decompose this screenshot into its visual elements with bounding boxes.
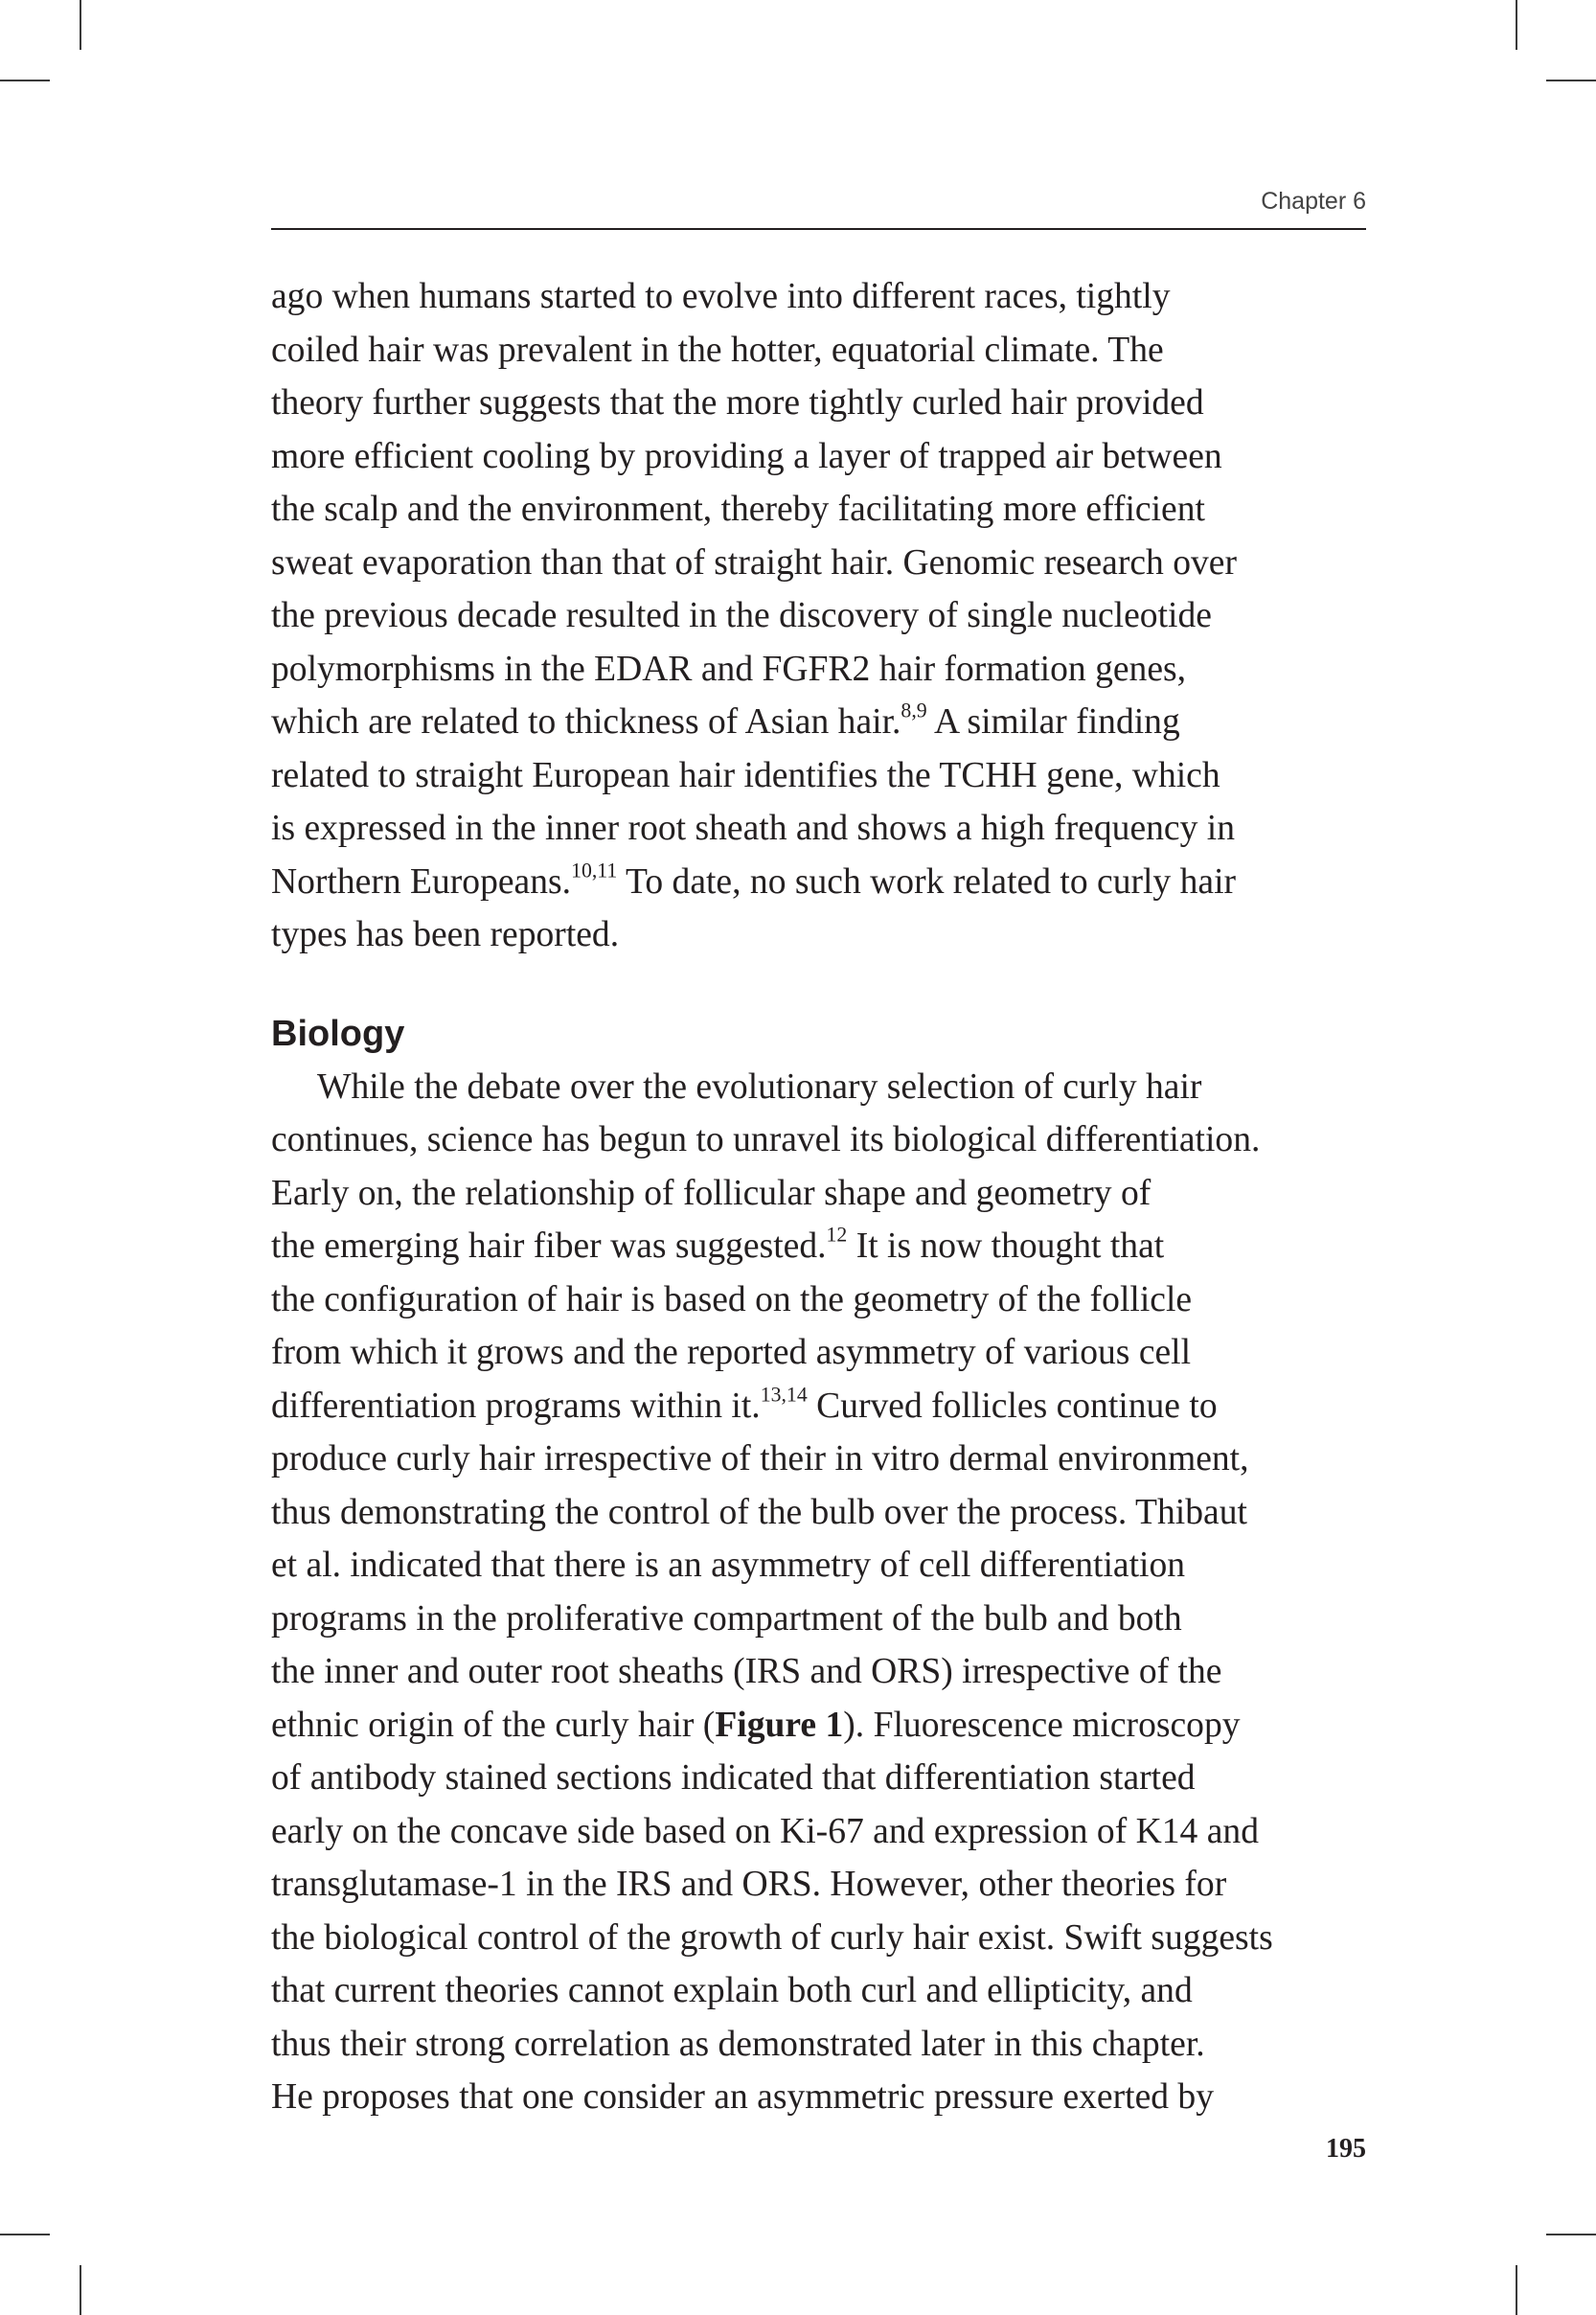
text-line: et al. indicated that there is an asymmetry of cell differentiation <box>271 1546 1186 1585</box>
text-line: the scalp and the environment, thereby facilitating more efficient <box>271 490 1205 529</box>
paragraph-1 <box>271 270 1366 962</box>
text-line: ago when humans started to evolve into different races, tightly <box>271 277 1171 316</box>
running-head: Chapter 6 <box>1261 188 1366 215</box>
text-line: transglutamase-1 in the IRS and ORS. However, other theories for <box>271 1865 1227 1904</box>
text-line: theory further suggests that the more tightly curled hair provided <box>271 383 1204 423</box>
text-segment: differentiation programs within it. <box>271 1386 761 1426</box>
text-segment: the emerging hair fiber was suggested. <box>271 1226 827 1266</box>
text-line: produce curly hair irrespective of their in vitro dermal environment, <box>271 1439 1249 1478</box>
text-segment: To date, no such work related to curly hair <box>617 861 1237 902</box>
crop-mark-bottom-left-h <box>0 2234 50 2235</box>
text-line <box>271 1380 1366 1433</box>
text-line: Early on, the relationship of follicular shape and geometry of <box>271 1173 1151 1213</box>
text-line <box>271 1220 1366 1273</box>
text-segment: A similar finding <box>926 702 1180 742</box>
text-line: of antibody stained sections indicated that differentiation started <box>271 1758 1196 1798</box>
text-line: the inner and outer root sheaths (IRS and ORS) irrespective of the <box>271 1652 1222 1691</box>
text-line: is expressed in the inner root sheath and shows a high frequency in <box>271 809 1236 848</box>
crop-mark-top-right-v <box>1516 0 1517 50</box>
text-line <box>271 696 1366 749</box>
citation-ref: 13,14 <box>760 1383 808 1407</box>
text-segment: Northern Europeans. <box>271 861 572 902</box>
crop-mark-top-right-h <box>1546 80 1596 81</box>
text-line: thus demonstrating the control of the bulb over the process. Thibaut <box>271 1492 1247 1532</box>
paragraph-2 <box>271 1061 1366 2124</box>
citation-ref: 10,11 <box>571 859 618 882</box>
crop-mark-bottom-right-h <box>1546 2234 1596 2235</box>
text-line: the previous decade resulted in the discovery of single nucleotide <box>271 596 1212 635</box>
text-line: types has been reported. <box>271 915 620 954</box>
text-line: thus their strong correlation as demonstrated later in this chapter. <box>271 2024 1205 2064</box>
text-line <box>271 856 1366 909</box>
crop-mark-top-left-v <box>80 0 81 50</box>
text-segment: It is now thought that <box>847 1226 1165 1266</box>
citation-ref: 12 <box>826 1223 848 1247</box>
crop-mark-bottom-right-v <box>1516 2265 1517 2315</box>
text-segment: which are related to thickness of Asian hair. <box>271 702 901 742</box>
text-line: While the debate over the evolutionary selection of curly hair <box>317 1066 1202 1107</box>
page-number: 195 <box>1326 2134 1366 2164</box>
text-line: more efficient cooling by providing a layer of trapped air between <box>271 436 1222 476</box>
text-segment: ). Fluorescence microscopy <box>843 1705 1241 1745</box>
citation-ref: 8,9 <box>901 699 927 722</box>
text-line: the biological control of the growth of curly hair exist. Swift suggests <box>271 1917 1273 1958</box>
text-line: programs in the proliferative compartment of the bulb and both <box>271 1598 1182 1639</box>
crop-mark-bottom-left-v <box>80 2265 81 2315</box>
figure-reference: Figure 1 <box>715 1705 844 1745</box>
text-segment: Curved follicles continue to <box>807 1386 1218 1426</box>
text-line: from which it grows and the reported asymmetry of various cell <box>271 1333 1192 1372</box>
text-line: related to straight European hair identifies the TCHH gene, which <box>271 755 1220 795</box>
header-rule <box>271 228 1366 230</box>
text-segment: ethnic origin of the curly hair ( <box>271 1705 716 1745</box>
text-line: that current theories cannot explain both curl and ellipticity, and <box>271 1971 1193 2010</box>
body-text <box>271 270 1366 2124</box>
text-line: the configuration of hair is based on the geometry of the follicle <box>271 1279 1193 1319</box>
text-line: sweat evaporation than that of straight hair. Genomic research over <box>271 542 1237 583</box>
text-line: continues, science has begun to unravel its biological differentiation. <box>271 1120 1261 1159</box>
section-heading-biology: Biology <box>271 1013 405 1054</box>
crop-mark-top-left-h <box>0 80 50 81</box>
text-line: early on the concave side based on Ki-67 and expression of K14 and <box>271 1811 1259 1851</box>
text-line: coiled hair was prevalent in the hotter, equatorial climate. The <box>271 330 1164 370</box>
text-line: He proposes that one consider an asymmetric pressure exerted by <box>271 2077 1215 2117</box>
text-line: polymorphisms in the EDAR and FGFR2 hair formation genes, <box>271 649 1187 689</box>
text-line <box>271 1699 1366 1753</box>
